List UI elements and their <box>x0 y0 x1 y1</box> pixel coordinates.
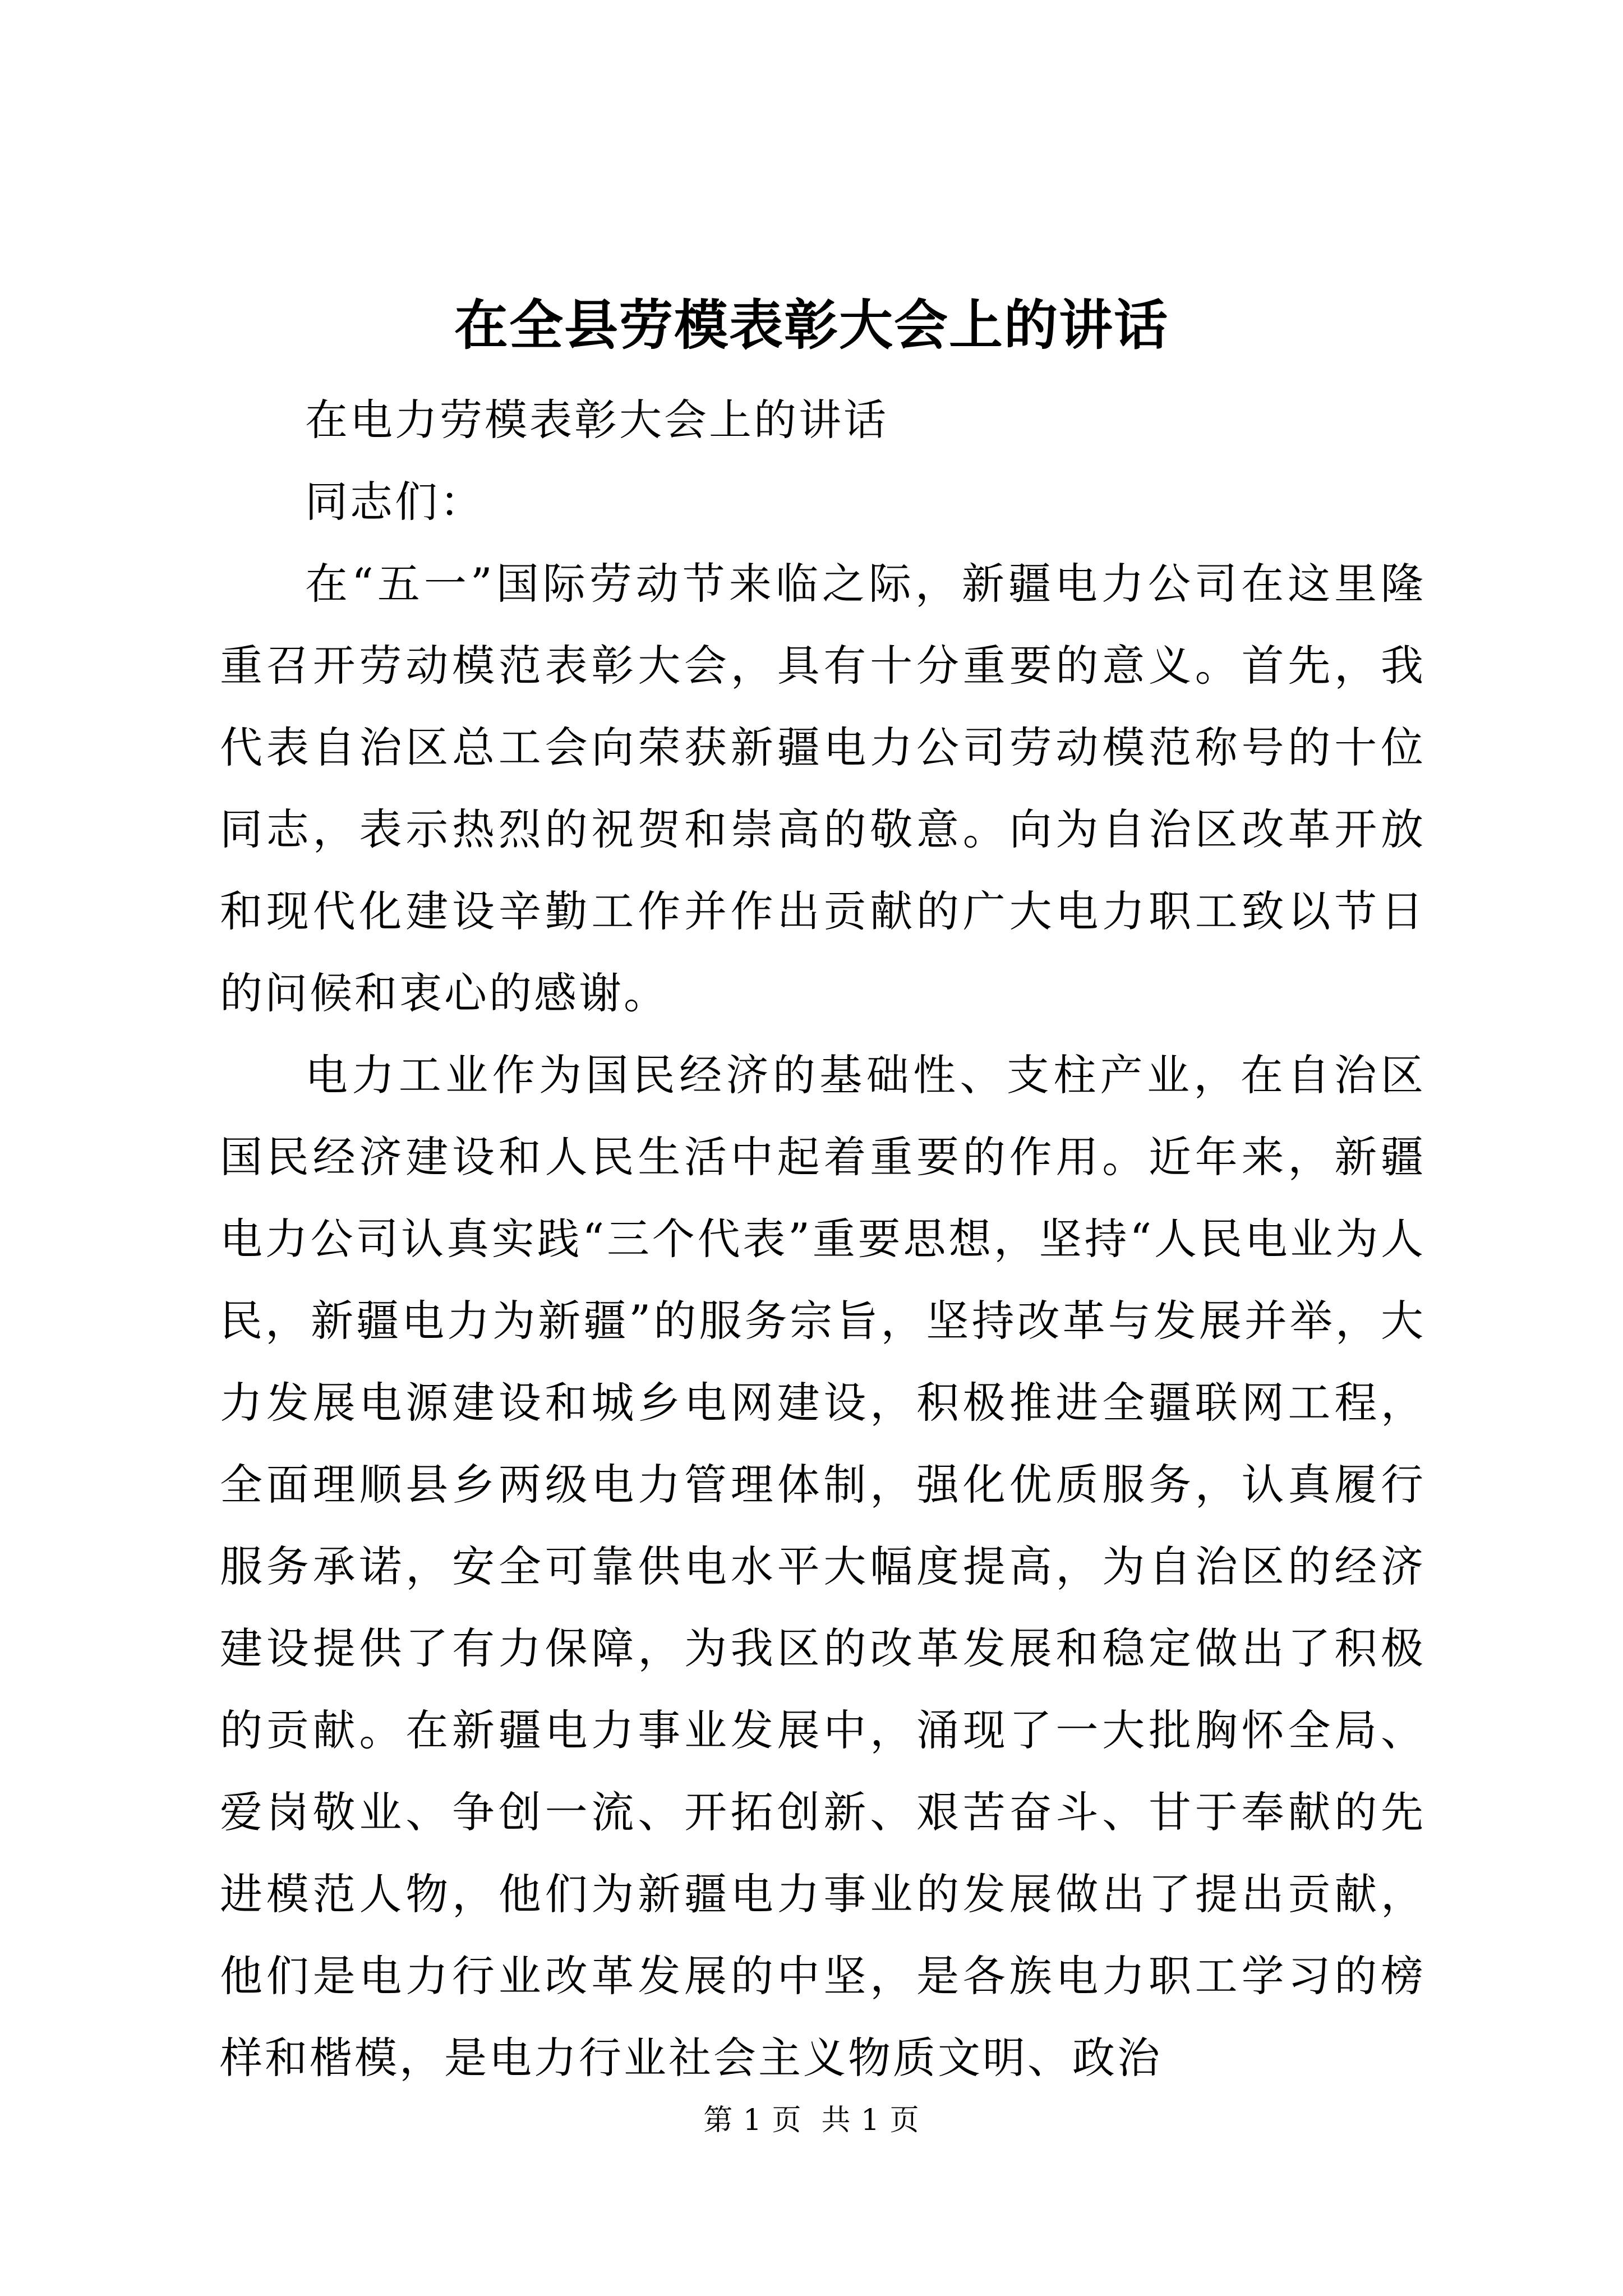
salutation-paragraph: 同志们： <box>305 477 485 527</box>
subtitle-paragraph: 在电力劳模表彰大会上的讲话 <box>305 395 888 445</box>
body-paragraph-2: 电力工业作为国民经济的基础性、支柱产业，在自治区国民经济建设和人民生活中起着重要的作用。近年来，新疆电力公司认真实践“三个代表”重要思想，坚持“人民电业为人民，新疆电力为新疆”的服务宗旨，坚持改革与发展并举，大力发展电源建设和城乡电网建设，积极推进全疆联网工程，全面理顺县乡两级电力管理体制，强化优质服务，认真履行服务承诺，安全可靠供电水平大幅度提高，为自治区的经济建设提供了有力保障，为我区的改革发展和稳定做出了积极的贡献。在新疆电力事业发展中，涌现了一大批胸怀全局、爱岗敬业、争创一流、开拓创新、艰苦奋斗、甘于奉献的先进模范人物，他们为新疆电力事业的发展做出了提出贡献，他们是电力行业改革发展的中坚，是各族电力职工学习的榜样和楷模，是电力行业社会主义物质文明、政治 <box>220 1050 1426 2083</box>
document-body <box>220 379 1426 2099</box>
document-title: 在全县劳模表彰大会上的讲话 <box>454 293 1169 357</box>
body-paragraph-1: 在“五一”国际劳动节来临之际，新疆电力公司在这里隆重召开劳动模范表彰大会，具有十分重要的意义。首先，我代表自治区总工会向荣获新疆电力公司劳动模范称号的十位同志，表示热烈的祝贺和崇高的敬意。向为自治区改革开放和现代化建设辛勤工作并作出贡献的广大电力职工致以节日的问候和衷心的感谢。 <box>220 559 1426 1018</box>
page-footer <box>0 2098 1623 2143</box>
page-number: 第 1 页 共 1 页 <box>703 2104 920 2137</box>
